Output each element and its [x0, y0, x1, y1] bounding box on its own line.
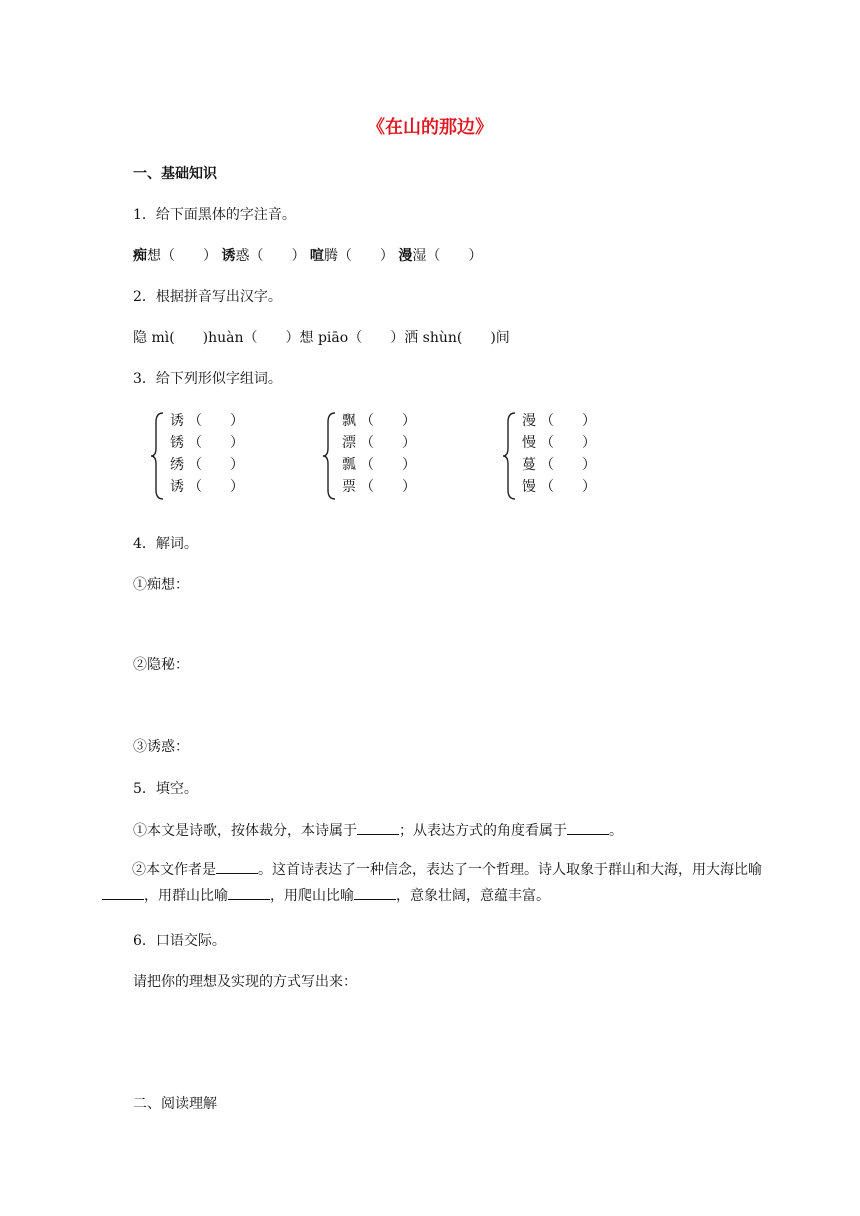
q4-item-3: ③诱惑：	[133, 739, 189, 755]
q3-g2-item: 票 （ ）	[342, 479, 416, 495]
q3-g2-item: 瓢 （ ）	[342, 457, 416, 473]
q4-item-2: ②隐秘：	[133, 657, 189, 673]
q3-g1-item: 锈 （ ）	[170, 435, 244, 451]
answer-blank[interactable]	[357, 820, 399, 835]
q3-g3-item: 漫 （ ）	[522, 413, 596, 429]
left-brace-icon	[150, 412, 164, 500]
q3-g1-item: 诱 （ ）	[170, 479, 244, 495]
q1-item-4: 漫湿（ ）	[398, 248, 483, 264]
answer-blank[interactable]	[102, 885, 144, 900]
q3-g3-item: 馒 （ ）	[522, 479, 596, 495]
q1-item-3: 喧腾（ ）	[309, 248, 394, 264]
q3-group-2	[322, 410, 442, 502]
q3-g1-item: 诱 （ ）	[170, 413, 244, 429]
question-3-heading: 3．给下列形似字组词。	[133, 371, 282, 387]
left-brace-icon	[502, 412, 516, 500]
q3-g2-item: 飘 （ ）	[342, 413, 416, 429]
q5-line-2: ②本文作者是 。这首诗表达了一种信念，表达了一个哲理。诗人取象于群山和大海，用大海比喻，用群山比喻 ，用爬山比喻 ，意象壮阔，意蕴丰富。	[102, 857, 762, 909]
q3-g1-item: 绣 （ ）	[170, 457, 244, 473]
answer-blank[interactable]	[567, 820, 609, 835]
answer-blank[interactable]	[228, 885, 270, 900]
section-heading-reading: 二、阅读理解	[133, 1096, 217, 1112]
q3-g3-item: 慢 （ ）	[522, 435, 596, 451]
question-2-heading: 2．根据拼音写出汉字。	[133, 289, 282, 305]
answer-blank[interactable]	[216, 859, 258, 874]
question-2-line: 隐 mì( )huàn（ ）想 piāo（ ）洒 shùn( )间	[133, 330, 510, 346]
question-6-heading: 6．口语交际。	[133, 933, 226, 949]
section-heading-basics: 一、基础知识	[133, 166, 217, 182]
q4-item-1: ①痴想：	[133, 577, 189, 593]
q3-g3-item: 蔓 （ ）	[522, 457, 596, 473]
answer-blank[interactable]	[354, 885, 396, 900]
q1-item-2: 诱惑（ ）	[221, 248, 306, 264]
q3-g2-item: 漂 （ ）	[342, 435, 416, 451]
question-4-heading: 4．解词。	[133, 536, 198, 552]
q5-line-1: ①本文是诗歌，按体裁分，本诗属于 ；从表达方式的角度看属于 。	[133, 820, 623, 841]
q3-group-1	[150, 410, 270, 502]
question-1-items	[133, 246, 482, 266]
left-brace-icon	[322, 412, 336, 500]
q1-item-1: 痴想（ ）	[133, 248, 217, 264]
page-title: 《在山的那边》	[367, 117, 493, 138]
q6-prompt: 请把你的理想及实现的方式写出来：	[133, 974, 357, 990]
q3-group-3	[502, 410, 622, 502]
question-5-heading: 5．填空。	[133, 781, 198, 797]
question-1-heading: 1．给下面黑体的字注音。	[133, 207, 296, 223]
